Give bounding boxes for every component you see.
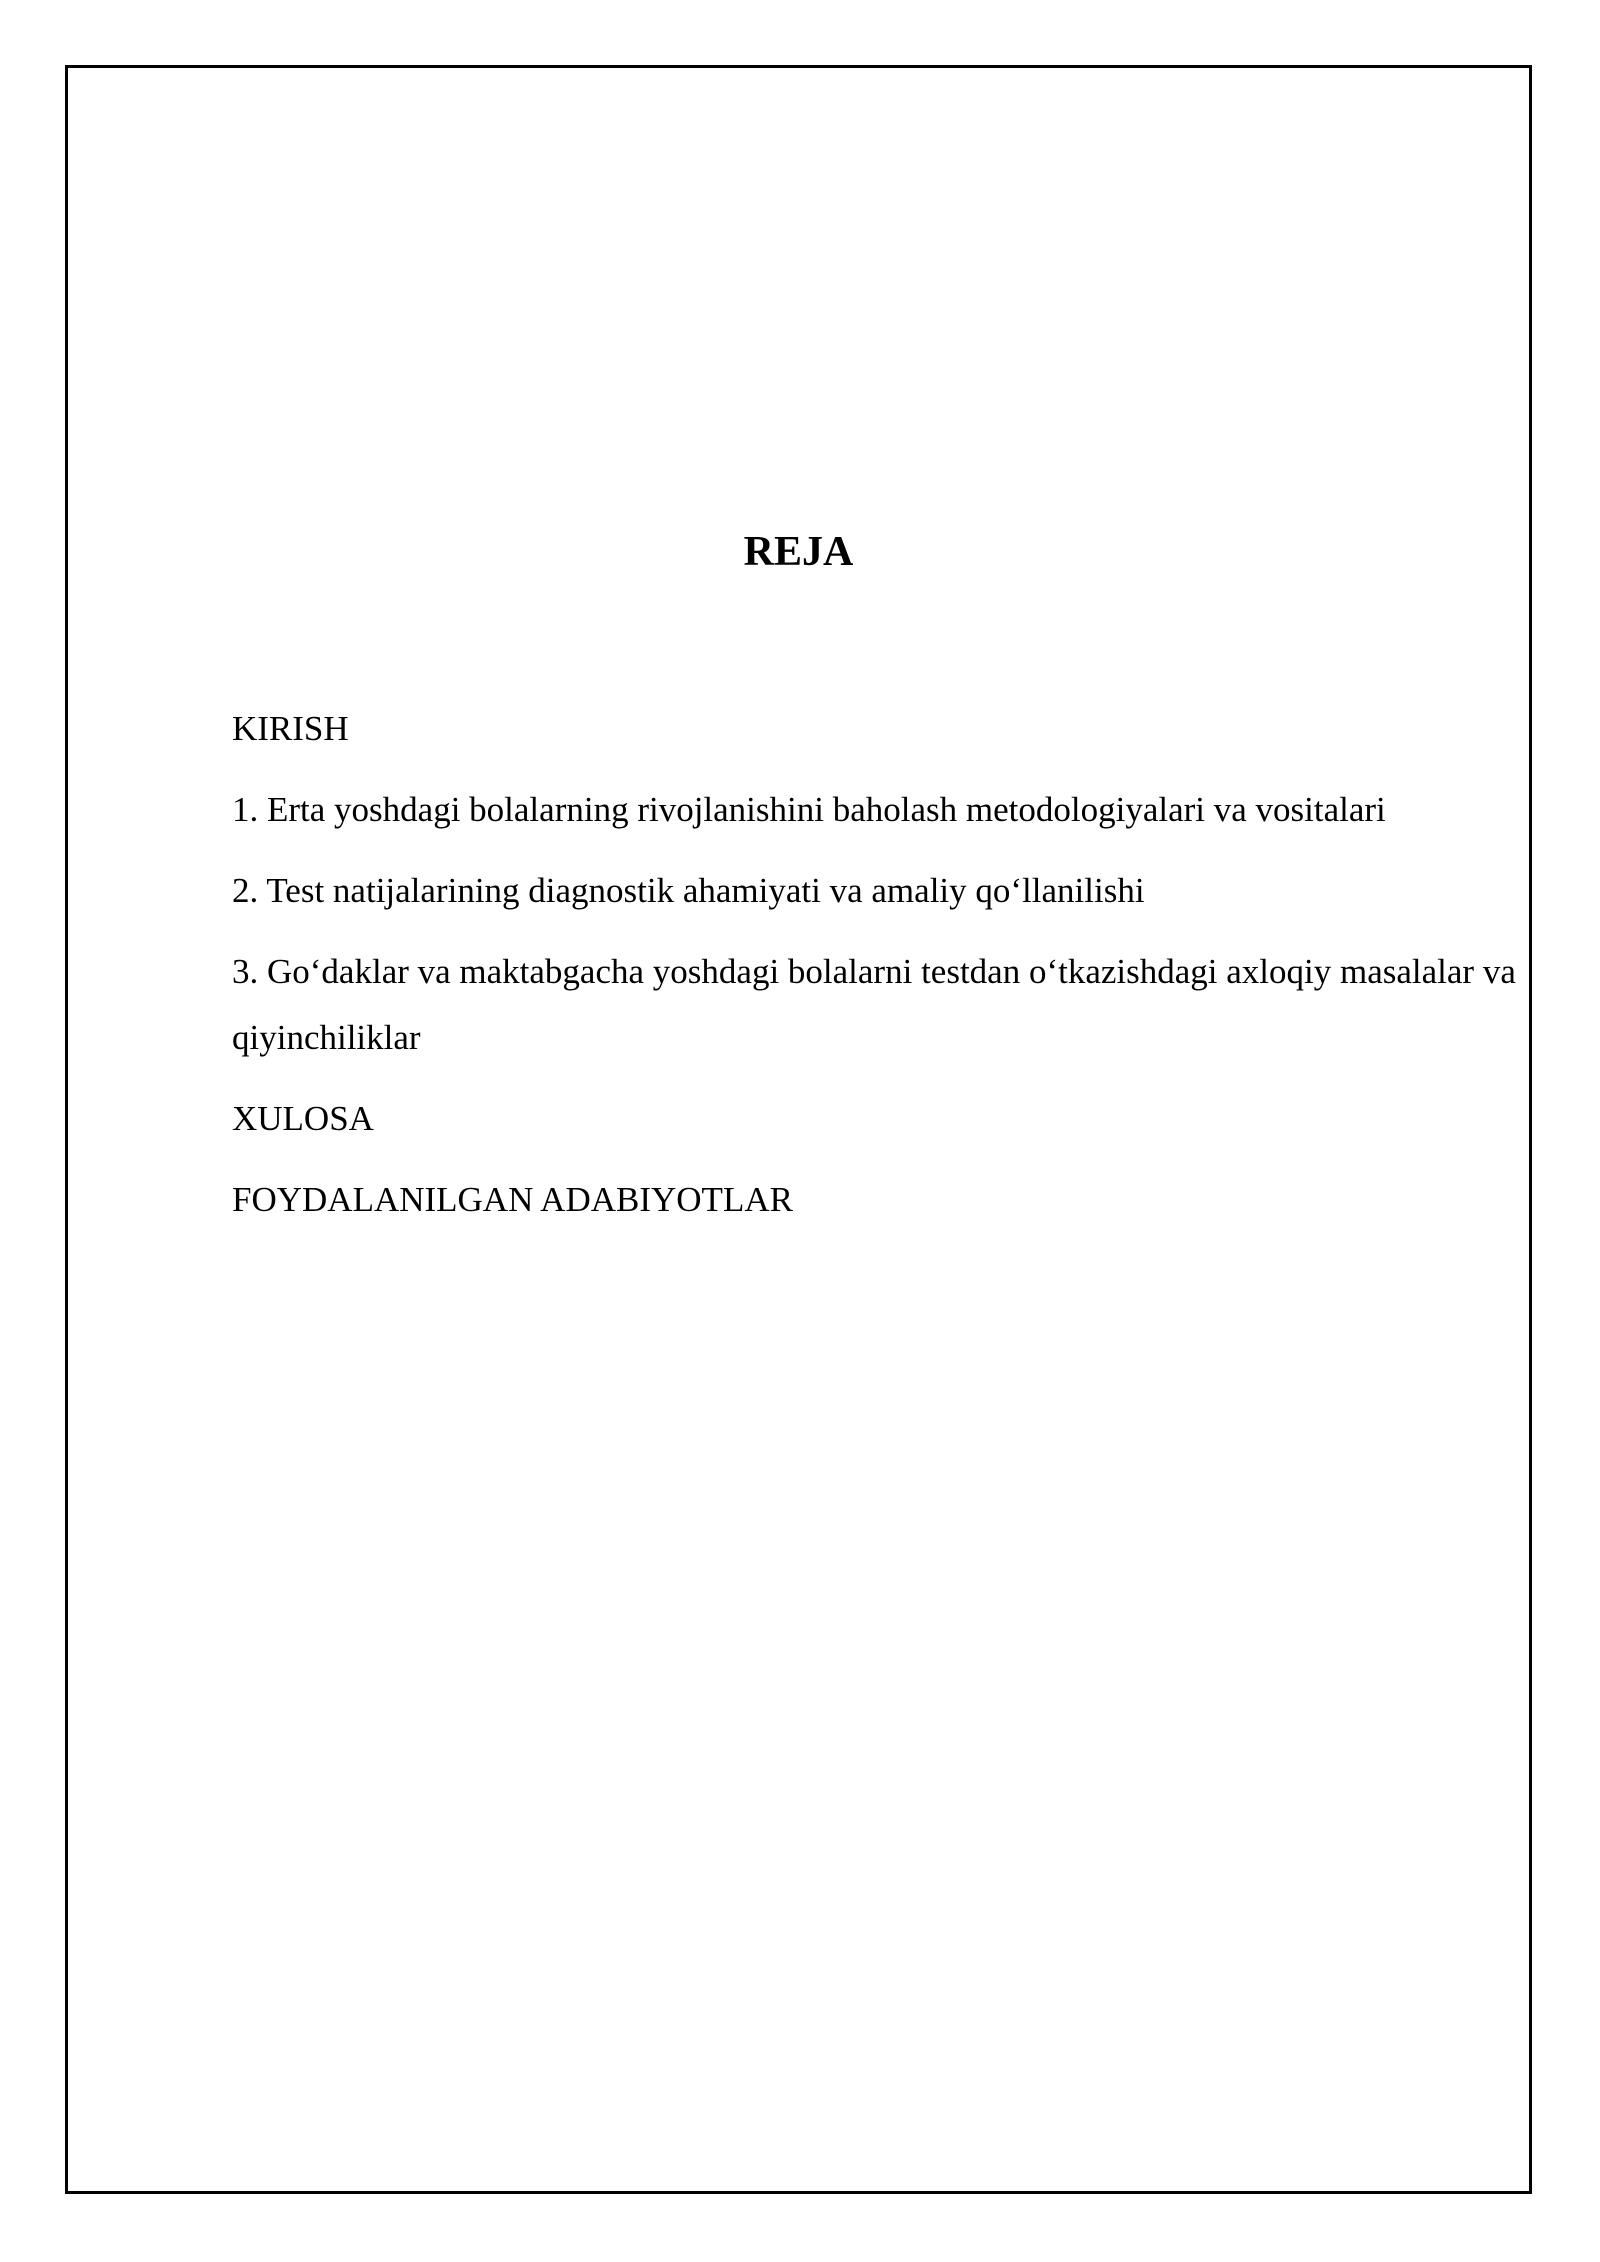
toc-item-intro: KIRISH — [232, 709, 349, 748]
toc-item-references: FOYDALANILGAN ADABIYOTLAR — [232, 1180, 793, 1219]
toc-item-1: 1. Erta yoshdagi bolalarning rivojlanishini baholash metodologiyalari va vositalari — [232, 790, 1386, 829]
table-of-contents — [232, 696, 1532, 1248]
page-title: REJA — [743, 529, 854, 575]
toc-item-3: 3. Go‘daklar va maktabgacha yoshdagi bolalarni testdan o‘tkazishdagi axloqiy masalalar va qiyinchiliklar — [232, 952, 1516, 1057]
toc-item-conclusion: XULOSA — [232, 1099, 374, 1138]
page-frame — [65, 65, 1532, 2194]
toc-item-2: 2. Test natijalarining diagnostik ahamiyati va amaliy qo‘llanilishi — [232, 871, 1145, 910]
